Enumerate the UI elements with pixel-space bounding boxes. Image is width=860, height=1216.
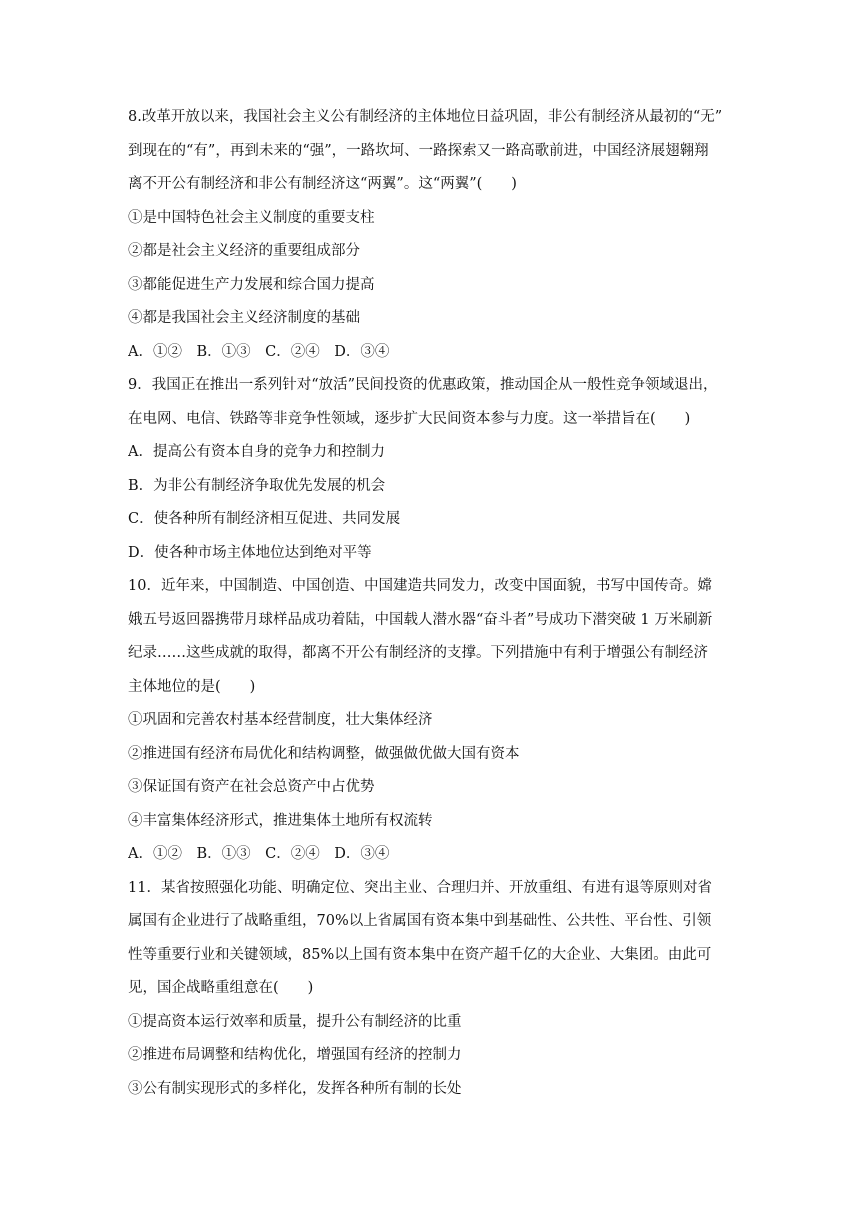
statement-option: ②推进布局调整和结构优化，增强国有经济的控制力 xyxy=(128,1047,462,1063)
statement-option: ①巩固和完善农村基本经营制度，壮大集体经济 xyxy=(128,712,433,728)
statement-option: ②都是社会主义经济的重要组成部分 xyxy=(128,243,360,259)
question-stem-line: 性等重要行业和关键领域，85%以上国有资本集中在资产超千亿的大企业、大集团。由此可 xyxy=(128,946,712,963)
statement-option: ①是中国特色社会主义制度的重要支柱 xyxy=(128,209,375,226)
question-11 xyxy=(128,872,740,1107)
statement-option: ③都能促进生产力发展和综合国力提高 xyxy=(128,276,375,293)
question-stem-line: 9．我国正在推出一系列针对“放活”民间投资的优惠政策，推动国企从一般性竞争领域退出， xyxy=(128,377,718,393)
question-stem-line: 8.改革开放以来，我国社会主义公有制经济的主体地位日益巩固，非公有制经济从最初的“无” xyxy=(128,109,723,125)
question-stem-line: 11．某省按照强化功能、明确定位、突出主业、合理归并、开放重组、有进有退等原则对省 xyxy=(128,879,712,896)
question-stem-line: 主体地位的是( ) xyxy=(128,678,256,695)
question-8 xyxy=(128,101,740,369)
question-stem-line: 纪录……这些成就的取得，都离不开公有制经济的支撑。下列措施中有利于增强公有制经济 xyxy=(128,645,708,661)
answer-option-a: A．提高公有资本自身的竞争力和控制力 xyxy=(128,444,385,460)
answer-option-d: D．使各种市场主体地位达到绝对平等 xyxy=(128,544,372,561)
statement-option: ②推进国有经济布局优化和结构调整，做强做优做大国有资本 xyxy=(128,745,520,762)
question-stem-line: 属国有企业进行了战略重组，70%以上省属国有资本集中到基础性、公共性、平台性、引领 xyxy=(128,913,712,929)
statement-option: ①提高资本运行效率和质量，提升公有制经济的比重 xyxy=(128,1013,462,1030)
question-9 xyxy=(128,369,740,570)
question-10 xyxy=(128,570,740,872)
statement-option: ③公有制实现形式的多样化，发挥各种所有制的长处 xyxy=(128,1080,462,1097)
answer-option-b: B．为非公有制经济争取优先发展的机会 xyxy=(128,477,386,494)
question-stem-line: 在电网、电信、铁路等非竞争性领域，逐步扩大民间资本参与力度。这一举措旨在( ) xyxy=(128,410,691,427)
statement-option: ④丰富集体经济形式，推进集体土地所有权流转 xyxy=(128,812,433,829)
answer-choices: A．①② B．①③ C．②④ D．③④ xyxy=(128,846,390,862)
statement-option: ③保证国有资产在社会总资产中占优势 xyxy=(128,779,375,795)
question-list xyxy=(128,101,740,1106)
question-stem-line: 离不开公有制经济和非公有制经济这“两翼”。这“两翼”( ) xyxy=(128,176,517,192)
question-stem-line: 10．近年来，中国制造、中国创造、中国建造共同发力，改变中国面貌，书写中国传奇。嫦 xyxy=(128,578,712,594)
statement-option: ④都是我国社会主义经济制度的基础 xyxy=(128,310,360,326)
question-stem-line: 到现在的“有”，再到未来的“强”，一路坎坷、一路探索又一路高歌前进，中国经济展翅翱翔 xyxy=(128,142,709,159)
question-stem-line: 娥五号返回器携带月球样品成功着陆，中国载人潜水器“奋斗者”号成功下潜突破 1 万米刷新 xyxy=(128,611,713,628)
question-stem-line: 见，国企战略重组意在( ) xyxy=(128,980,314,996)
answer-choices: A．①② B．①③ C．②④ D．③④ xyxy=(128,343,390,360)
answer-option-c: C．使各种所有制经济相互促进、共同发展 xyxy=(128,511,401,527)
